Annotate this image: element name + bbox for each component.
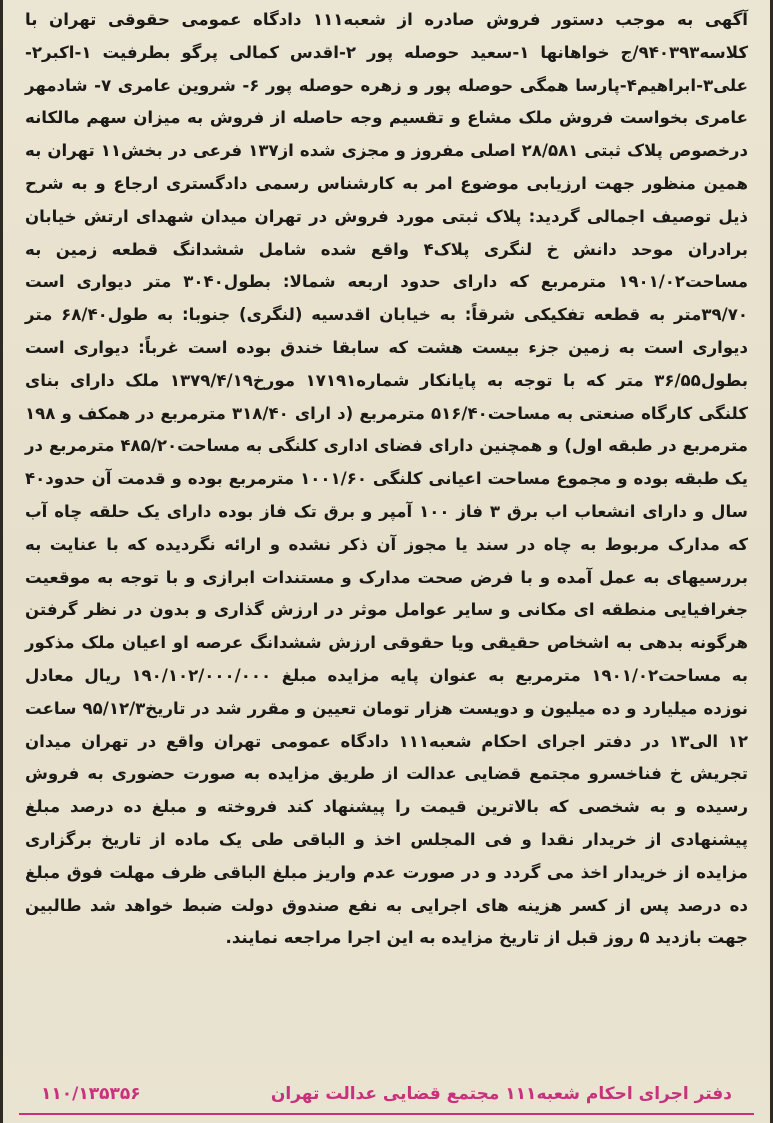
reference-number: ۱۱۰/۱۳۵۳۵۶ bbox=[41, 1084, 141, 1104]
issuer-label: دفتر اجرای احکام شعبه۱۱۱ مجتمع قضایی عدالت تهران bbox=[270, 1084, 732, 1104]
auction-notice-text: آگهی به موجب دستور فروش صادره از شعبه۱۱۱ دادگاه عمومی حقوقی تهران با کلاسه۹۴۰۳۹۳/ج خواهانها ۱-سعید حوصله پور ۲-اقدس کمالی پرگو بطرفیت ۱-اکبر۲-علی۳-ابراهیم۴-پارسا همگی حوصله پور و زهره حوصله پور ۶- شروین عامری ۷- شادمهر عامری بخواست فروش ملک مشاع و تقسیم وجه حاصله از فروش به میزان سهم مالکانه درخصوص پلاک ثبتی ۲۸/۵۸۱ اصلی مفروز و مجزی شده از۱۳۷ فرعی در بخش۱۱ تهران به همین منظور جهت ارزیابی موضوع امر به کارشناس رسمی دادگستری ارجاع و به شرح ذیل توصیف اجمالی گردید: پلاک ثبتی مورد فروش در تهران میدان شهدای ارتش خیابان برادران موحد دانش خ لنگری پلاک۴ واقع شده شامل ششدانگ قطعه زمین به مساحت۱۹۰۱/۰۲ مترمربع که دارای حدود اربعه شمالا: بطول۳۰۴۰ متر دیواری است ۳۹/۷۰متر به قطعه تفکیکی شرقاً: به خیابان اقدسیه (لنگری) جنوبا: به طول۶۸/۴۰ متر دیواری است به زمین جزء بیست هشت که سابقا خندق بوده است غرباً: دیواری است بطول۳۶/۵۵ متر که با توجه به پایانکار شماره۱۷۱۹۱ مورخ۱۳۷۹/۴/۱۹ ملک دارای بنای کلنگی کارگاه صنعتی به مساحت۵۱۶/۴۰ مترمربع (د ارای ۳۱۸/۴۰ مترمربع در همکف و ۱۹۸ مترمربع در طبقه اول) و همچنین دارای فضای اداری کلنگی به مساحت۴۸۵/۲۰ مترمربع در یک طبقه بوده و مجموع مساحت اعیانی کلنگی ۱۰۰۱/۶۰ مترمربع بوده و قدمت آن حدود۴۰ سال و دارای انشعاب اب برق ۳ فاز ۱۰۰ آمپر و برق تک فاز بوده دارای یک حلقه چاه آب که مدارک مربوط به چاه در سند یا مجوز آن ذکر نشده و ارائه نگردیده که با عنایت به بررسیهای به عمل آمده و با فرض صحت مدارک و مستندات ابرازی و با توجه به موقعیت جغرافیایی منطقه ای مکانی و سایر عوامل موثر در ارزش گذاری و بدون در نظر گرفتن هرگونه بدهی به اشخاص حقیقی ویا حقوقی ارزش ششدانگ عرصه او اعیان ملک مذکور به مساحت۱۹۰۱/۰۲ مترمربع به عنوان پایه مزایده مبلغ ۱۹۰/۱۰۲/۰۰۰/۰۰۰ ریال معادل نوزده میلیارد و ده میلیون و دویست هزار تومان تعیین و مقرر شد در تاریخ۹۵/۱۲/۳ ساعت ۱۲ الی۱۳ در دفتر اجرای احکام شعبه۱۱۱ دادگاه عمومی تهران واقع در تهران میدان تجریش خ فناخسرو مجتمع قضایی عدالت از طریق مزایده به صورت حضوری به فروش رسیده و به شخصی که بالاترین قیمت را پیشنهاد کند فروخته و مبلغ ده درصد مبلغ پیشنهادی از خریدار نقدا و فی المجلس اخذ و الباقی طی یک ماده از تاریخ برگزاری مزایده از خریدار اخذ می گردد و در صورت عدم واریز مبلغ الباقی ظرف مهلت فوق مبلغ ده درصد پس از کسر هزینه های اجرایی به نفع صندوق دولت ضبط خواهد شد طالبین جهت بازدید ۵ روز قبل از تاریخ مزایده به این اجرا مراجعه نمایند. bbox=[25, 10, 749, 948]
notice-footer bbox=[19, 1075, 754, 1115]
